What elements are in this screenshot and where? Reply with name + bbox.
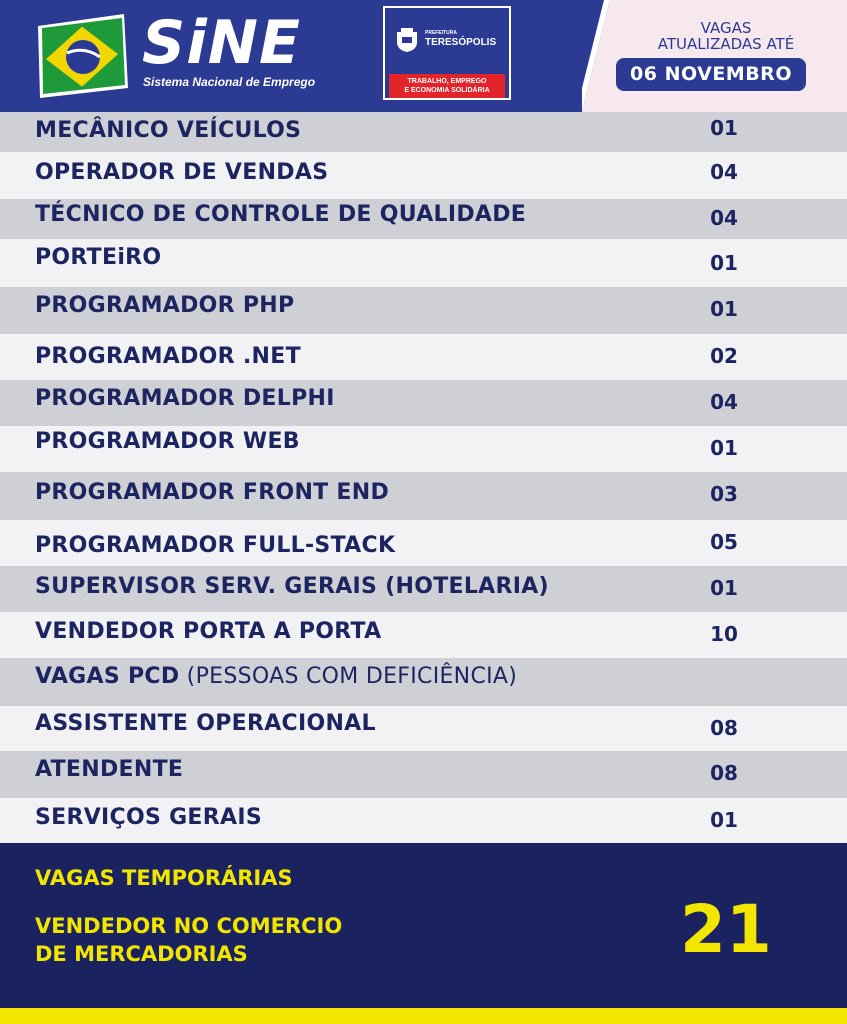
job-count: 04: [710, 160, 738, 184]
job-title: PROGRAMADOR PHP: [35, 293, 295, 318]
secretaria-banner: [389, 74, 505, 98]
job-row: [0, 566, 847, 612]
job-count: 04: [710, 206, 738, 230]
secretaria-line-1: TRABALHO, EMPREGO: [407, 78, 487, 85]
job-count: 01: [710, 576, 738, 600]
job-row: [0, 152, 847, 199]
pcd-header-row: [0, 658, 847, 706]
pcd-job-row: [0, 751, 847, 798]
job-count: 02: [710, 344, 738, 368]
bottom-accent-bar: [0, 1008, 847, 1024]
update-date-badge: 06 NOVEMBRO: [616, 58, 806, 91]
job-title: PROGRAMADOR FRONT END: [35, 480, 390, 505]
job-count: 01: [710, 116, 738, 140]
prefeitura-logo: [383, 6, 511, 100]
sine-subtitle: Sistema Nacional de Emprego: [143, 75, 316, 89]
job-title: PROGRAMADOR FULL-STACK: [35, 533, 396, 558]
job-row: [0, 334, 847, 380]
update-label-1: VAGAS: [700, 19, 752, 37]
job-title: OPERADOR DE VENDAS: [35, 160, 329, 185]
job-row: [0, 199, 847, 239]
pcd-title-rest: (PESSOAS COM DEFICIÊNCIA): [179, 664, 518, 689]
job-count: 05: [710, 530, 738, 554]
update-date-panel: [582, 0, 847, 112]
job-count: 08: [710, 761, 738, 785]
pcd-section-title: [35, 664, 517, 689]
city-emblem-icon: [393, 26, 421, 54]
job-title: SUPERVISOR SERV. GERAIS (HOTELARIA): [35, 574, 549, 599]
job-row: [0, 239, 847, 287]
temporary-job-count: 21: [680, 891, 772, 968]
job-row: [0, 287, 847, 334]
job-count: 10: [710, 622, 738, 646]
job-title: SERVIÇOS GERAIS: [35, 805, 262, 830]
job-count: 03: [710, 482, 738, 506]
header: [0, 0, 847, 112]
job-row: [0, 112, 847, 152]
temporary-job-title: [35, 912, 455, 968]
prefeitura-city: TERESÓPOLIS: [425, 37, 497, 48]
job-list: [0, 112, 847, 843]
job-title: PROGRAMADOR .NET: [35, 344, 301, 369]
job-title: ATENDENTE: [35, 757, 184, 782]
job-title: PROGRAMADOR DELPHI: [35, 386, 335, 411]
temporary-jobs-section: [0, 848, 847, 1008]
job-title: VENDEDOR PORTA A PORTA: [35, 619, 382, 644]
update-label-2: ATUALIZADAS ATÉ: [657, 35, 795, 53]
job-count: 01: [710, 808, 738, 832]
job-count: 01: [710, 251, 738, 275]
job-count: 08: [710, 716, 738, 740]
job-title: MECÂNICO VEÍCULOS: [35, 118, 302, 143]
job-row: [0, 520, 847, 566]
job-row: [0, 380, 847, 426]
pcd-job-row: [0, 706, 847, 751]
job-title: PORTEiRO: [35, 245, 162, 270]
temporary-job-line-1: VENDEDOR NO COMERCIO: [35, 914, 343, 938]
pcd-job-row: [0, 798, 847, 843]
job-row: [0, 472, 847, 520]
brazil-flag-logo: [34, 12, 130, 100]
prefeitura-label: PREFEITURA: [425, 30, 457, 36]
job-title: PROGRAMADOR WEB: [35, 429, 300, 454]
job-row: [0, 426, 847, 472]
temporary-job-line-2: DE MERCADORIAS: [35, 942, 248, 966]
job-row: [0, 612, 847, 658]
job-title: TÉCNICO DE CONTROLE DE QUALIDADE: [35, 202, 527, 227]
pcd-title-bold: VAGAS PCD: [35, 664, 180, 689]
job-count: 01: [710, 297, 738, 321]
job-title: ASSISTENTE OPERACIONAL: [35, 711, 376, 736]
temporary-title: VAGAS TEMPORÁRIAS: [35, 866, 293, 890]
sine-brand: SiNE: [142, 8, 301, 78]
job-count: 01: [710, 436, 738, 460]
job-count: 04: [710, 390, 738, 414]
secretaria-line-2: E ECONOMIA SOLIDÁRIA: [404, 87, 490, 94]
